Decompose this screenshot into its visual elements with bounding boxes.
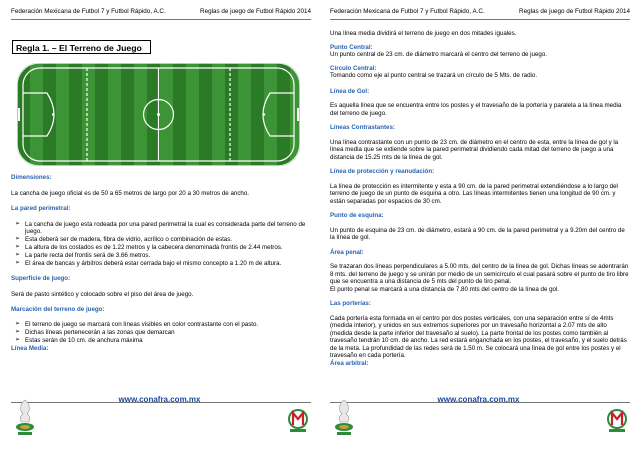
header-divider (11, 19, 311, 20)
esquina-text: Un punto de esquina de 23 cm. de diámetro, estará a 90 cm. de la pared perimetral y a 9.20m del centro de la línea de gol. (330, 226, 625, 241)
conafra-logo-icon (607, 404, 627, 434)
list-item: ➢ El área de bancas y árbitros deberá estar cerrada bajo el mismo concepto a 1.20 m de altura. (11, 260, 311, 268)
list-item: ➢ El terreno de juego se marcará con líneas visibles en color contrastante con el pasto. (11, 321, 311, 329)
rule-title: Regla 1. – El Terreno de Juego (12, 40, 151, 54)
list-item: ➢ La cancha de juego esta rodeada por una pared perimetral la cual es considerada parte del terreno de juego. (11, 221, 311, 236)
circulo-text: Tomando como eje al punto central se trazará un círculo de 5 Mts. de radio. (330, 72, 538, 79)
dimensiones-heading: Dimensiones: (11, 174, 52, 181)
esquina-heading: Punto de esquina: (330, 212, 384, 219)
arbitral-heading: Área arbitral: (330, 359, 369, 367)
proteccion-text: La línea de protección es intermitente y esta a 90 cm. de la pared perimetral extendiéndose a lo largo del terreno de juego de un punto de esquina a otro. Las líneas intermitentes tienen una longitud de 90 cm. y están separadas por espacios de 30 cm. (330, 182, 618, 205)
pared-list (11, 221, 311, 268)
superficie-text: Será de pasto sintético y colocado sobre el piso del área de juego. (11, 290, 194, 298)
pared-heading: La pared perimetral: (11, 205, 71, 212)
contrastantes-heading: Líneas Contrastantes: (330, 124, 395, 131)
list-item: ➢ Esta deberá ser de madera, fibra de vidrio, acrílico o combinación de estas. (11, 236, 311, 244)
footer-divider (330, 402, 630, 403)
field-diagram (17, 63, 300, 166)
punto-central-heading: Punto Central: (330, 43, 373, 51)
list-item: ➢ Dichas líneas pertenecerán a las zonas que demarcan (11, 329, 311, 337)
footer-url[interactable]: www.conafra.com.mx (118, 395, 201, 404)
punto-central-text: Un punto central de 23 cm. de diámetro marcará el centro del terreno de juego. (330, 51, 548, 58)
penal-heading: Área penal: (330, 248, 364, 256)
linea-media-heading: Línea Media: (11, 344, 49, 352)
proteccion-heading: Línea de protección y reanudación: (330, 168, 435, 175)
page-right (319, 0, 638, 452)
header-doc-title: Reglas de juego de Futbol Rápido 2014 (519, 8, 630, 15)
page-header (330, 8, 630, 15)
porterias-text: Cada portería esta formada en el centro por dos postes verticales, con una separación entre sí de 4mts (medida interior), y unidos en sus extremos superiores por un travesaño horizontal a 2.07 mts de alto (medida desde la parte inferior del travesaño al suelo). La parte frontal de los postes como también al travesaño tendrán 10 cm. de ancho. La red estará enganchada en los postes, el travesaño, y el suelo detrás de la meta. La profundidad de las redes será de 1.50 m. Se colocará una línea de gol entre los postes y el travesaño en cada portería. (330, 314, 627, 359)
gol-text: Es aquella línea que se encuentra entre los postes y el travesaño de la portería y paralela a la línea media del terreno de juego. (330, 102, 622, 117)
list-item: ➢ Estas serán de 10 cm. de anchura máxima (11, 337, 311, 345)
conafra-logo-icon (288, 404, 308, 434)
list-item: ➢ La parte recta del frontis será de 3.66 metros. (11, 252, 311, 260)
marcacion-list (11, 321, 311, 345)
dimensiones-text: La cancha de juego oficial es de 50 a 65 metros de largo por 20 a 30 metros de ancho. (11, 189, 250, 197)
superficie-heading: Superficie de juego: (11, 275, 71, 282)
footer-url[interactable]: www.conafra.com.mx (437, 395, 520, 404)
footer-divider (11, 402, 311, 403)
circulo-heading: Círculo Central: (330, 64, 377, 72)
header-divider (330, 19, 630, 20)
header-doc-title: Reglas de juego de Futbol Rápido 2014 (200, 8, 311, 15)
soccer-field-image (17, 63, 300, 166)
linea-media-text: Una línea media dividirá el terreno de juego en dos mitades iguales. (330, 30, 517, 37)
marcacion-heading: Marcación del terreno de juego: (11, 306, 105, 313)
contrastantes-text: Una línea contrastante con un punto de 23 cm. de diámetro en el centro de esta, entre la línea de gol y la línea media que se extiende sobre la pared perimetral dividiendo cada mitad del terreno de juego a una distancia de 15.25 mts de la línea de gol. (330, 138, 619, 161)
federation-logo-icon (14, 398, 36, 438)
penal-text: Se trazaran dos líneas perpendiculares a 5.00 mts. del centro de la línea de gol. Dichas líneas se adentrarán 8 mts. del terreno de juego y se unirán por medio de un semicírculo el cual pasará sobre el punto de tiro libre que se encuentra a una distancia de 5 mts del punto de tiro penal. (330, 263, 629, 285)
header-org: Federación Mexicana de Futbol 7 y Futbol Rápido, A.C. (330, 8, 485, 15)
list-item: ➢ La altura de los costados es de 1.22 metros y la cabecera denominada frontis de 2.44 metros. (11, 244, 311, 252)
right-body (330, 30, 630, 367)
gol-heading: Línea de Gol: (330, 87, 370, 95)
left-body (11, 174, 311, 352)
header-org: Federación Mexicana de Futbol 7 y Futbol Rápido, A.C. (11, 8, 166, 15)
porterias-heading: Las porterías: (330, 300, 371, 307)
page-header (11, 8, 311, 15)
federation-logo-icon (333, 398, 355, 438)
punto-penal-text: El punto penal se marcará a una distancia de 7.80 mts del centro de la línea de gol. (330, 285, 560, 293)
